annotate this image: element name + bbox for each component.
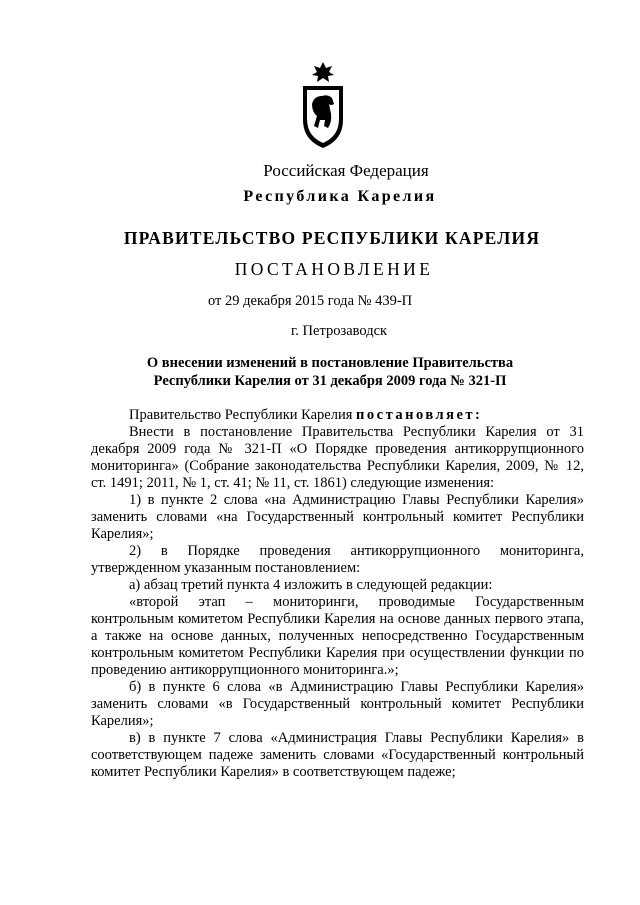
body-paragraph: б) в пункте 6 слова «в Администрацию Главы Республики Карелия» заменить словами «в Государственный контрольный комитет Республики Карелия»; bbox=[91, 679, 584, 729]
decree-title-line: О внесении изменений в постановление Правительства bbox=[146, 355, 514, 371]
body-paragraph-intro bbox=[91, 407, 584, 424]
decree-title bbox=[90, 354, 570, 390]
decree-type-heading: ПОСТАНОВЛЕНИЕ bbox=[234, 259, 434, 279]
body-paragraph: в) в пункте 7 слова «Администрация Главы Республики Карелия» в соответствующем падеже заменить словами «Государственный контрольный комитет Республики Карелия» в соответствующем падеже; bbox=[91, 730, 584, 780]
body-paragraph: Внести в постановление Правительства Республики Карелия от 31 декабря 2009 года № 321-П «О Порядке проведения антикоррупционного мониторинга» (Собрание законодательства Республики Карелия, 2009, № 12, ст. 1491; 2011, № 1, ст. 41; № 11, ст. 1861) следующие изменения: bbox=[91, 424, 584, 491]
body-paragraph: а) абзац третий пункта 4 изложить в следующей редакции: bbox=[129, 577, 493, 593]
federation-heading: Российская Федерация bbox=[263, 161, 429, 180]
karelia-coat-of-arms-icon bbox=[298, 62, 348, 150]
decree-body bbox=[91, 407, 584, 781]
republic-heading: Республика Карелия bbox=[243, 188, 437, 205]
decree-title-line: Республики Карелия от 31 декабря 2009 года № 321-П bbox=[153, 373, 507, 389]
decree-city: г. Петрозаводск bbox=[291, 323, 388, 339]
intro-verb: постановляет: bbox=[356, 407, 483, 423]
intro-prefix: Правительство Республики Карелия bbox=[129, 407, 357, 423]
body-paragraph: 1) в пункте 2 слова «на Администрацию Главы Республики Карелия» заменить словами «на Государственный контрольный комитет Республики Карелия»; bbox=[91, 492, 584, 542]
government-heading: ПРАВИТЕЛЬСТВО РЕСПУБЛИКИ КАРЕЛИЯ bbox=[123, 228, 541, 248]
body-paragraph: «второй этап – мониторинги, проводимые Государственным контрольным комитетом Республики Карелия на основе данных первого этапа, а также на основе данных, полученных непосредственно Государственным контрольным комитетом Республики Карелия при осуществлении функции по проведению антикоррупционного мониторинга.»; bbox=[91, 594, 584, 678]
decree-date-number: от 29 декабря 2015 года № 439-П bbox=[208, 293, 413, 309]
body-paragraph: 2) в Порядке проведения антикоррупционного мониторинга, утвержденном указанным постановлением: bbox=[91, 543, 584, 576]
